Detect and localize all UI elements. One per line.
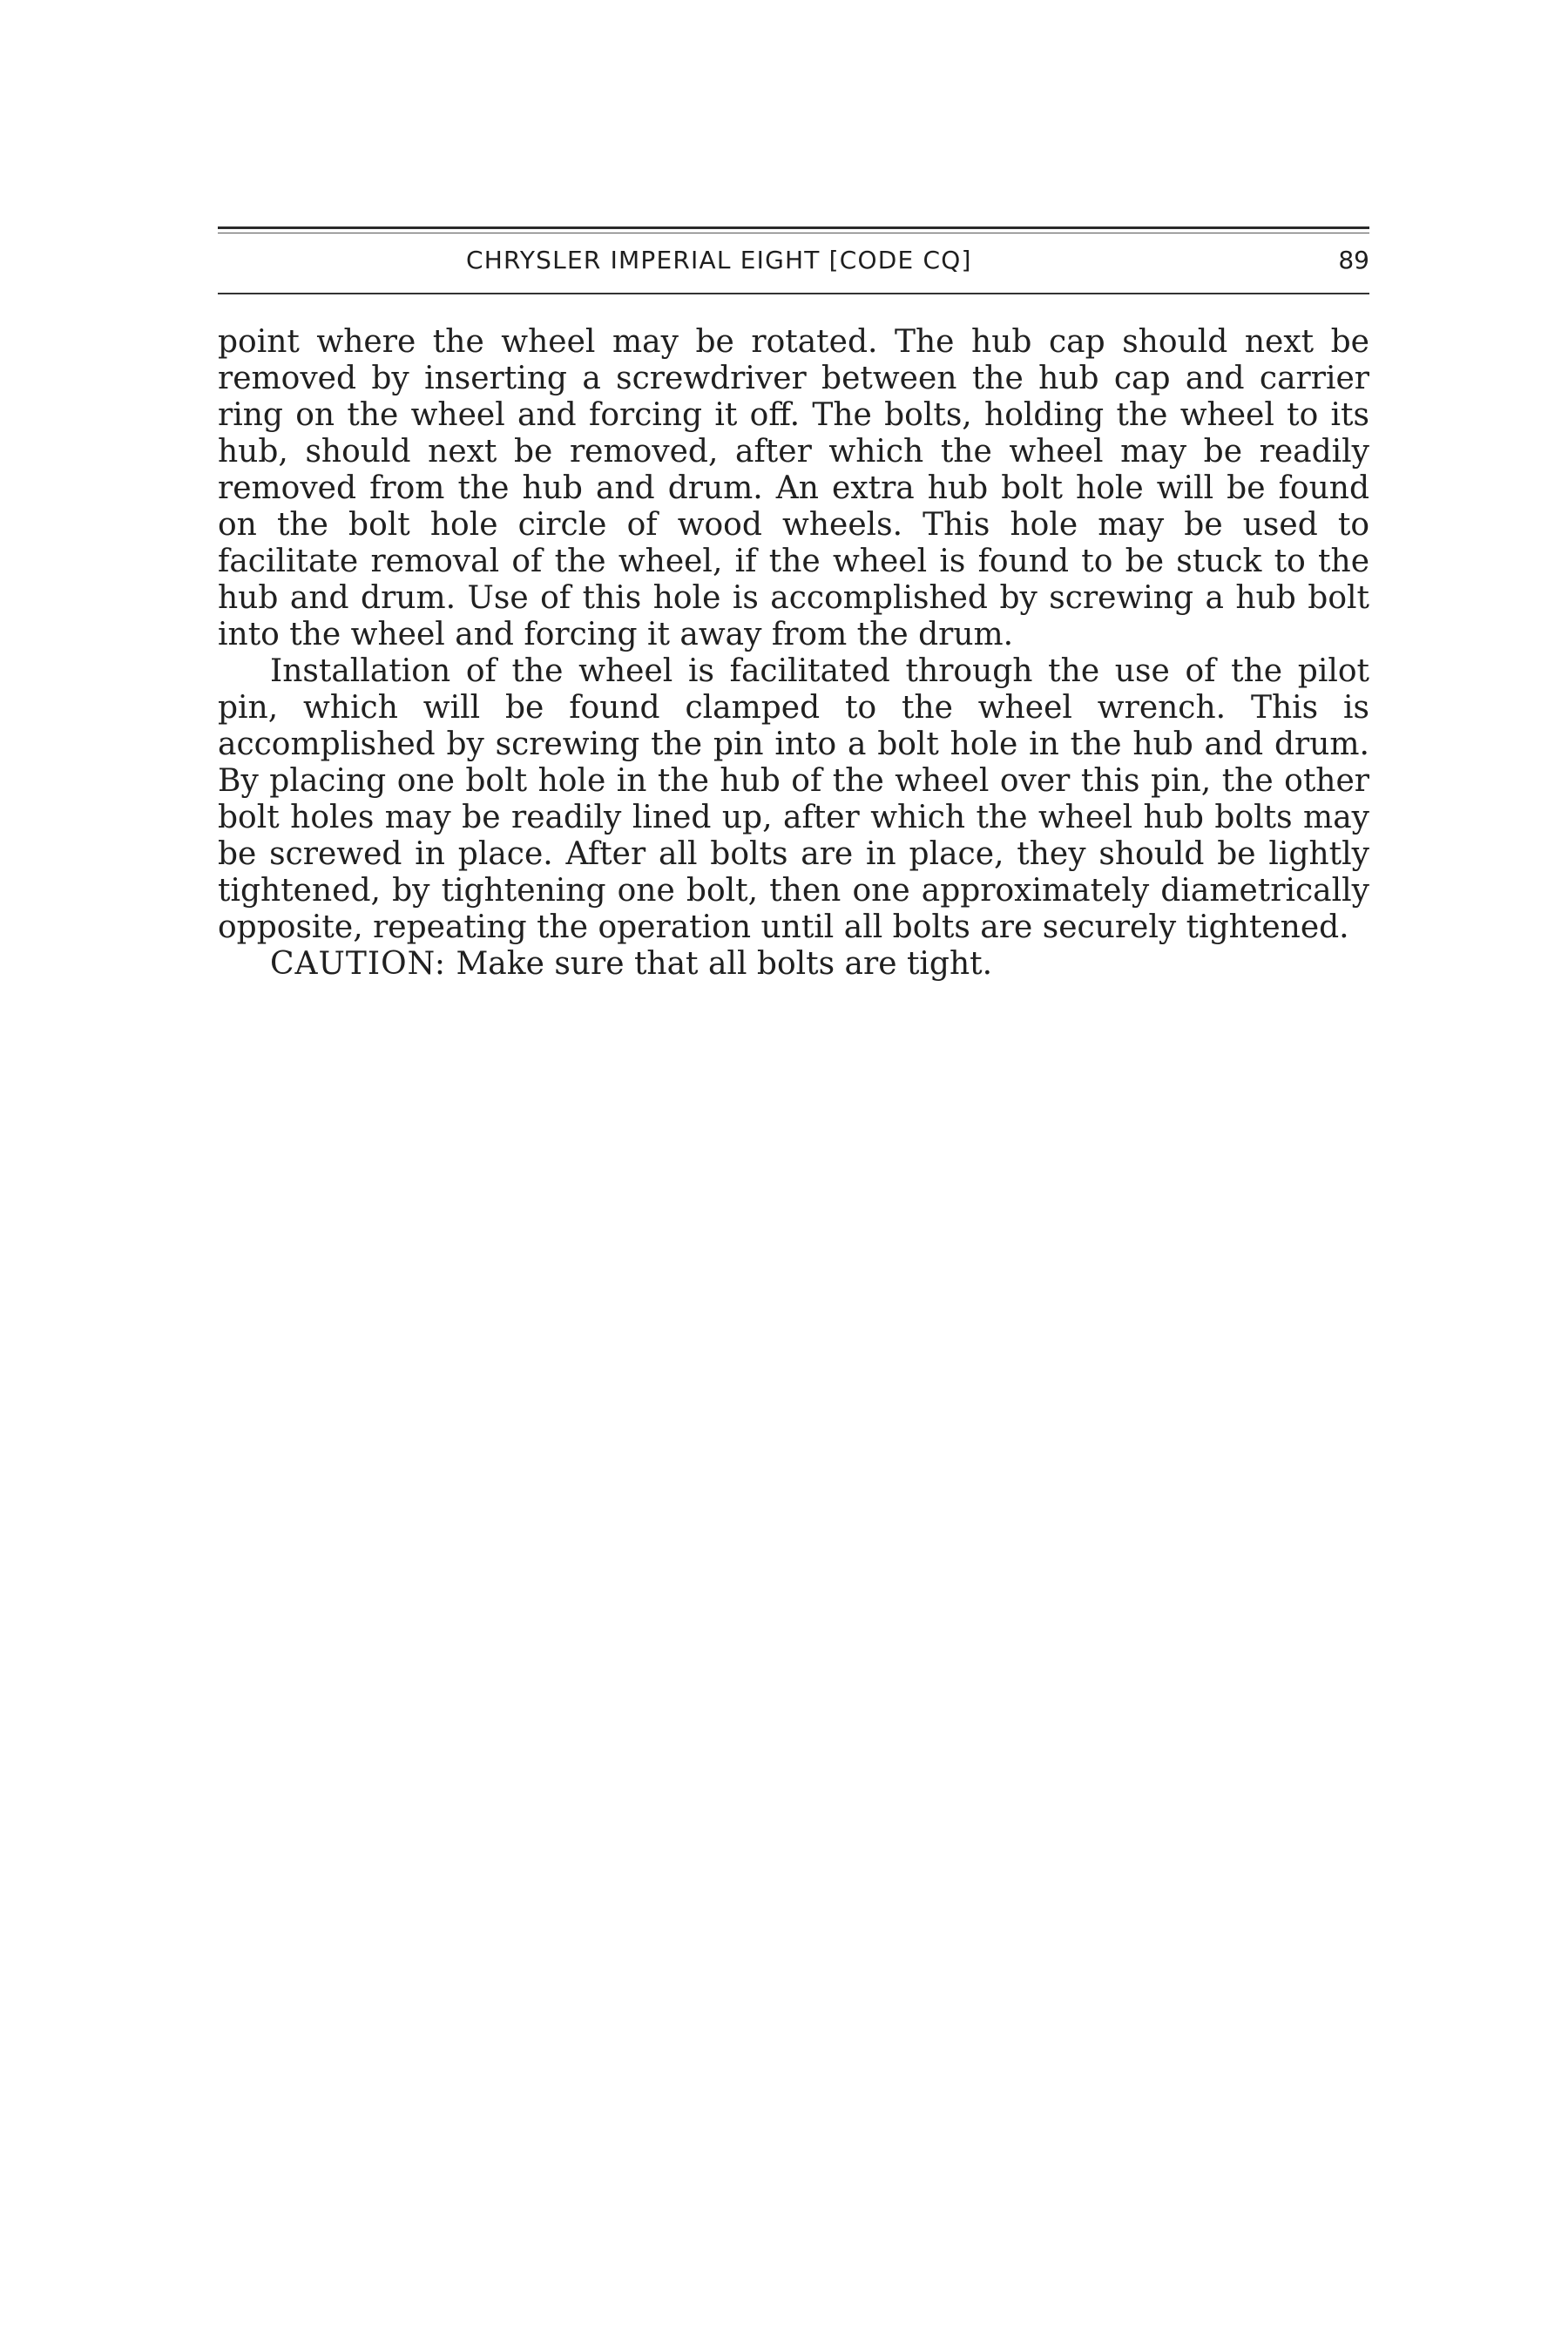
paragraph-wheel-installation: Installation of the wheel is facilitated through the use of the pilot pin, which will be found clamped to the wheel wrench. This is accomplished by screwing the pin into a bolt hole in the hub and drum. By placing one bolt hole in the hub of the wheel over this pin, the other bolt holes may be readily lined up, after which the wheel hub bolts may be screwed in place. After all bolts are in place, they should be lightly tightened, by tightening one bolt, then one approximately diametrically opposite, repeating the operation until all bolts are securely tightened. xyxy=(218,653,1369,945)
page-body xyxy=(218,324,1369,983)
caution-note xyxy=(218,946,1369,983)
caution-label: CAUTION: xyxy=(270,946,446,982)
caution-text: Make sure that all bolts are tight. xyxy=(456,946,993,982)
page-header xyxy=(218,226,1369,301)
page-number: 89 xyxy=(1338,246,1369,274)
header-rule-bottom xyxy=(218,293,1369,294)
running-title: CHRYSLER IMPERIAL EIGHT [CODE CQ] xyxy=(466,246,972,274)
paragraph-wheel-removal: point where the wheel may be rotated. The hub cap should next be removed by inserting a screwdriver between the hub cap and carrier ring on the wheel and forcing it off. The bolts, holding the wheel to its hub, should next be removed, after which the wheel may be readily removed from the hub and drum. An extra hub bolt hole will be found on the bolt hole circle of wood wheels. This hole may be used to facilitate removal of the wheel, if the wheel is found to be stuck to the hub and drum. Use of this hole is accomplished by screwing a hub bolt into the wheel and forcing it away from the drum. xyxy=(218,324,1369,652)
header-rule-top xyxy=(218,226,1369,229)
